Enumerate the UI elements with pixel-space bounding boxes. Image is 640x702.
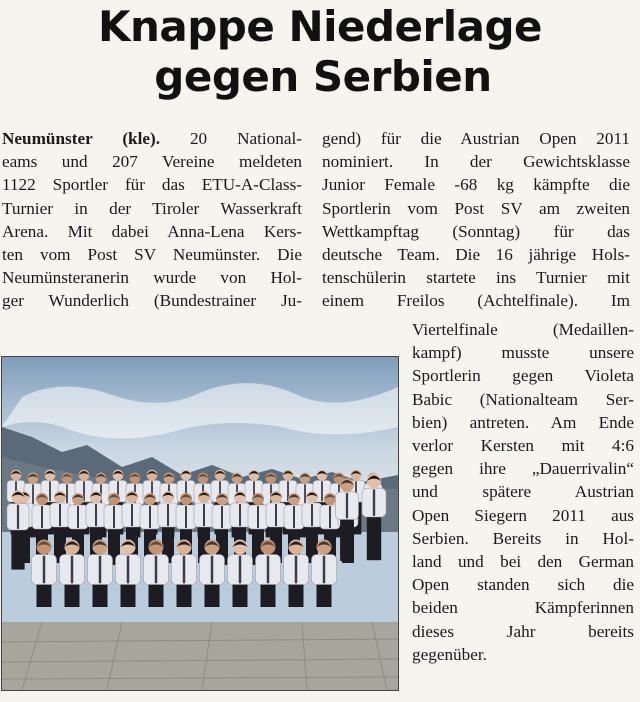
- team-photo-illustration: [2, 357, 398, 690]
- article-line: Babic (Nationalteam Ser-: [412, 389, 634, 409]
- team-member: [228, 540, 253, 608]
- article-line: dieses Jahr bereits: [412, 621, 634, 641]
- article-line: gegenüber.: [412, 644, 487, 664]
- article-line: beiden Kämpferinnen: [412, 598, 634, 618]
- article-line: land und bei den German: [412, 552, 634, 572]
- article-line: Sportlerin vom Post SV am zweiten: [322, 198, 630, 218]
- article-line: tenschülerin startete ins Turnier mit: [322, 268, 630, 288]
- team-members: [7, 470, 386, 607]
- article-line: Neumünsteranerin wurde von Hol-: [2, 268, 302, 288]
- team-member: [284, 540, 309, 608]
- article-line: Neumünster (kle). 20 National-: [2, 129, 302, 148]
- article-line: 1122 Sportler für das ETU-A-Class-: [2, 175, 302, 195]
- article-line: kampf) musste unsere: [412, 343, 634, 363]
- article-line: Viertelfinale (Medaillen-: [412, 320, 634, 339]
- article-line: bien) antreten. Am Ende: [412, 412, 634, 432]
- article-line: Wettkampftag (Sonntag) für das: [322, 221, 630, 241]
- article-line: Arena. Mit dabei Anna-Lena Kers-: [2, 221, 302, 241]
- article-line: Junior Female -68 kg kämpfte die: [322, 175, 630, 195]
- article-line: Serbien. Bereits in Hol-: [412, 528, 634, 548]
- article-line: nominiert. In der Gewichtsklasse: [322, 152, 630, 172]
- ground: [2, 622, 398, 690]
- dateline: Neumünster (kle).: [2, 129, 161, 148]
- article-column-1: [2, 127, 302, 313]
- article-line: Open standen sich die: [412, 575, 634, 595]
- article-line: verlor Kersten mit 4:6: [412, 436, 634, 456]
- headline-line-2: gegen Serbien: [154, 52, 492, 101]
- article-line: gend) für die Austrian Open 2011: [322, 129, 630, 148]
- article-column-2: [322, 127, 630, 313]
- article-line: einem Freilos (Achtelfinale). Im: [322, 291, 630, 311]
- article-line: deutsche Team. Die 16 jährige Hols-: [322, 245, 630, 265]
- team-photo: [1, 356, 399, 691]
- article-line: Open Siegern 2011 aus: [412, 505, 634, 525]
- article-column-3: [412, 318, 634, 666]
- article-line: und spätere Austrian: [412, 482, 634, 502]
- article-line: eams und 207 Vereine meldeten: [2, 152, 302, 172]
- article-line: Turnier in der Tiroler Wasserkraft: [2, 198, 302, 218]
- team-member: [172, 540, 197, 608]
- article-line: gegen ihre „Dauerrivalin“: [412, 459, 634, 479]
- article-line: ger Wunderlich (Bundestrainer Ju-: [2, 291, 302, 311]
- team-member: [32, 540, 57, 608]
- headline: [0, 2, 640, 102]
- article-line: ten vom Post SV Neumünster. Die: [2, 245, 302, 265]
- article-line: Sportlerin gegen Violeta: [412, 366, 634, 386]
- headline-line-1: Knappe Niederlage: [97, 2, 543, 51]
